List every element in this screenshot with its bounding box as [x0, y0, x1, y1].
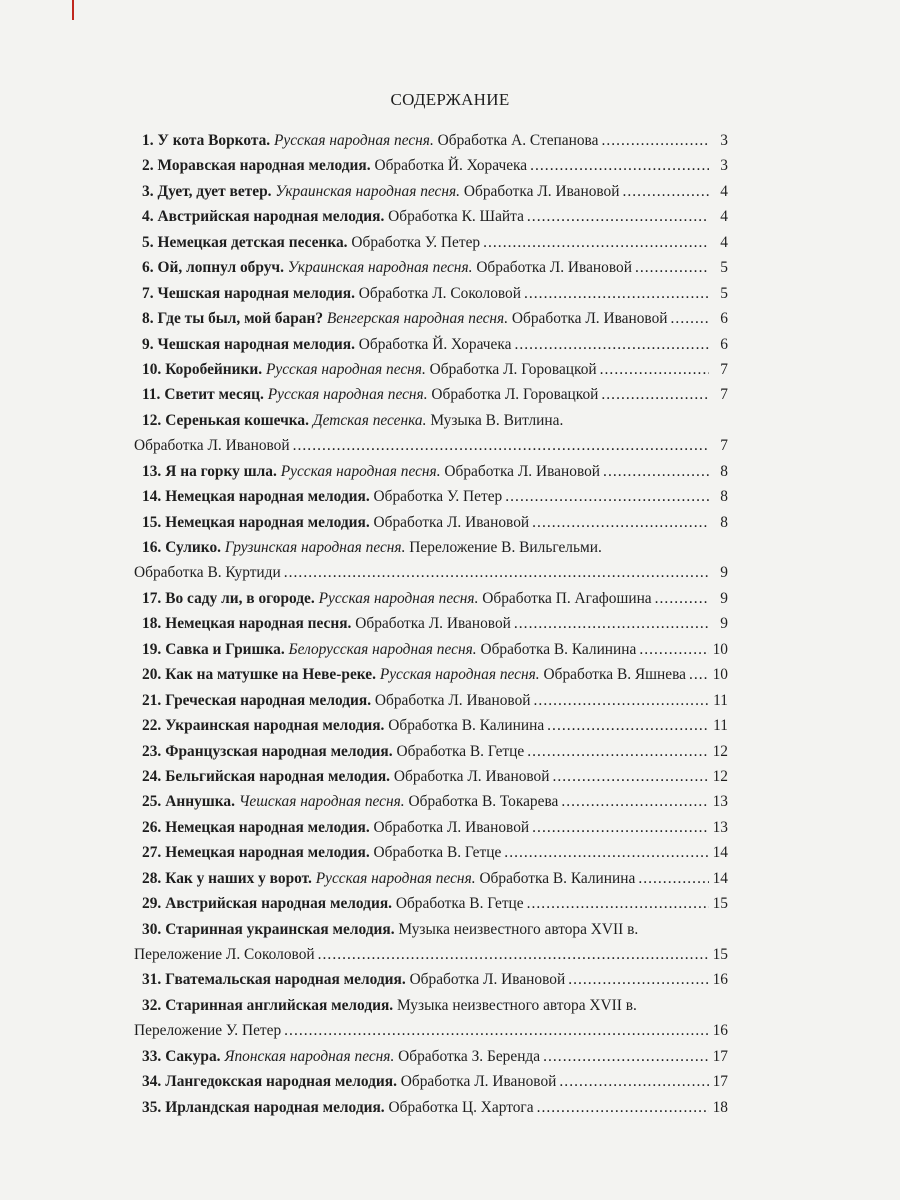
entry-title: Немецкая народная мелодия. [165, 818, 370, 836]
toc-line [138, 535, 728, 560]
toc-entry [138, 459, 728, 484]
toc-line [138, 230, 728, 255]
dot-leader [671, 306, 709, 331]
entry-title: Немецкая народная мелодия. [165, 844, 370, 862]
toc-line-continuation [134, 433, 728, 458]
entry-arranger: Обработка В. Гетце [395, 895, 524, 913]
entry-arranger-continued: Переложение У. Петер [134, 1022, 282, 1040]
toc-line-continuation [134, 1018, 728, 1043]
entry-title: Ой, лопнул обруч. [157, 259, 284, 277]
entry-arranger: Обработка Л. Ивановой [476, 259, 632, 277]
toc-entry [134, 993, 728, 1044]
toc-entry [138, 179, 728, 204]
entry-arranger-continued: Переложение Л. Соколовой [134, 946, 315, 963]
entry-title: Чешская народная мелодия. [157, 335, 355, 353]
dot-leader [543, 1044, 709, 1069]
entry-origin: Белорусская народная песня. [288, 640, 477, 658]
toc-line [138, 382, 728, 407]
toc-line [138, 637, 728, 662]
page-number: 13 [712, 793, 728, 811]
page-number: 9 [720, 615, 728, 633]
entry-arranger: Обработка А. Степанова [437, 132, 599, 149]
entry-origin: Русская народная песня. [265, 360, 426, 378]
entry-arranger: Обработка В. Калинина [388, 717, 545, 735]
entry-title: Сакура. [165, 1047, 221, 1065]
page-title: СОДЕРЖАНИЕ [390, 90, 510, 109]
page-number: 11 [713, 691, 728, 709]
page-number: 10 [712, 666, 728, 684]
page-number: 5 [720, 284, 728, 302]
entry-arranger: Обработка Л. Горовацкой [429, 360, 597, 378]
toc-line [138, 917, 728, 942]
table-of-contents [134, 128, 728, 1120]
dot-leader [514, 332, 709, 357]
toc-entry [138, 637, 728, 662]
toc-entry [138, 866, 728, 891]
entry-number: 9. [142, 335, 154, 353]
page-number: 7 [720, 360, 728, 378]
toc-entry [138, 1069, 728, 1094]
entry-number: 6. [142, 259, 154, 277]
entry-number: 15. [142, 513, 162, 531]
entry-arranger: Обработка Л. Ивановой [400, 1073, 557, 1091]
toc-line [138, 484, 728, 509]
toc-line [138, 332, 728, 357]
page-number: 6 [720, 310, 728, 328]
toc-entry [138, 153, 728, 178]
toc-entry [138, 891, 728, 916]
entry-arranger: Обработка В. Калинина [480, 640, 637, 658]
toc-entry [138, 281, 728, 306]
entry-title: Дует, дует ветер. [157, 182, 272, 200]
dot-leader [547, 713, 709, 738]
entry-arranger: Обработка В. Гетце [396, 742, 525, 760]
toc-entry [138, 611, 728, 636]
entry-arranger: Обработка Л. Ивановой [355, 615, 511, 633]
dot-leader [534, 688, 709, 713]
toc-entry [138, 789, 728, 814]
toc-entry [134, 535, 728, 586]
page-number: 15 [712, 895, 728, 913]
toc-entry [138, 1044, 728, 1069]
toc-entry [138, 484, 728, 509]
page-number: 16 [712, 1022, 728, 1040]
entry-title: У кота Воркота. [157, 132, 271, 149]
toc-line [138, 306, 728, 331]
toc-entry [138, 357, 728, 382]
entry-title: Немецкая народная мелодия. [165, 513, 370, 531]
toc-line [138, 662, 728, 687]
page-number: 8 [720, 462, 728, 480]
entry-number: 18. [142, 615, 162, 633]
entry-number: 25. [142, 793, 162, 811]
toc-line [138, 739, 728, 764]
toc-entry [138, 713, 728, 738]
toc-line [138, 993, 728, 1018]
entry-arranger: Обработка З. Беренда [398, 1047, 541, 1065]
toc-line [138, 866, 728, 891]
toc-line [138, 408, 728, 433]
entry-arranger: Музыка неизвестного автора XVII в. [398, 920, 639, 938]
toc-line [138, 255, 728, 280]
entry-origin: Японская народная песня. [224, 1047, 395, 1065]
entry-arranger: Обработка Й. Хорачека [358, 335, 512, 353]
dot-leader [601, 382, 709, 407]
entry-arranger: Музыка В. Витлина. [430, 411, 564, 429]
entry-origin: Украинская народная песня. [275, 182, 461, 200]
toc-entry [138, 382, 728, 407]
page-number: 18 [712, 1098, 728, 1116]
entry-number: 22. [142, 717, 162, 735]
dot-leader [532, 510, 709, 535]
dot-leader [603, 459, 709, 484]
entry-number: 14. [142, 488, 162, 506]
toc-entry [138, 764, 728, 789]
entry-origin: Детская песенка. [312, 411, 427, 429]
toc-entry [134, 917, 728, 968]
page-number: 12 [712, 767, 728, 785]
entry-number: 26. [142, 818, 162, 836]
dot-leader [561, 789, 709, 814]
entry-title: Светит месяц. [164, 386, 264, 404]
dot-leader [559, 1069, 709, 1094]
toc-line [138, 128, 728, 153]
entry-arranger: Обработка В. Калинина [479, 869, 636, 887]
toc-line [138, 840, 728, 865]
dot-leader [639, 637, 709, 662]
entry-title: Я на горку шла. [165, 462, 277, 480]
toc-entry [138, 840, 728, 865]
entry-title: Немецкая народная песня. [165, 615, 352, 633]
dot-leader [524, 281, 709, 306]
dot-leader [638, 866, 709, 891]
toc-entry [138, 688, 728, 713]
entry-title: Моравская народная мелодия. [157, 157, 371, 175]
entry-title: Во саду ли, в огороде. [165, 589, 315, 607]
entry-origin: Русская народная песня. [280, 462, 441, 480]
entry-arranger: Обработка В. Яшнева [543, 666, 686, 684]
page-number: 3 [720, 157, 728, 175]
entry-title: Коробейники. [165, 360, 263, 378]
dot-leader [635, 255, 709, 280]
entry-title: Аннушка. [165, 793, 235, 811]
page-number: 4 [720, 208, 728, 226]
page-number: 8 [720, 513, 728, 531]
dot-leader [284, 560, 709, 585]
entry-arranger: Обработка Л. Соколовой [358, 284, 521, 302]
entry-title: Серенькая кошечка. [165, 411, 309, 429]
entry-number: 5. [142, 233, 154, 251]
toc-entry [138, 128, 728, 153]
entry-title: Лангедокская народная мелодия. [165, 1073, 397, 1091]
entry-arranger: Обработка Ц. Хартога [388, 1098, 534, 1116]
toc-line [138, 789, 728, 814]
entry-title: Гватемальская народная мелодия. [165, 971, 406, 989]
toc-entry [138, 967, 728, 992]
entry-origin: Русская народная песня. [267, 386, 428, 404]
page-number: 13 [712, 818, 728, 836]
toc-entry [138, 815, 728, 840]
entry-origin: Грузинская народная песня. [224, 539, 406, 556]
dot-leader [527, 204, 709, 229]
entry-arranger-continued: Обработка В. Куртиди [134, 564, 281, 582]
page-number: 14 [712, 844, 728, 862]
entry-arranger: Обработка Л. Ивановой [393, 767, 550, 785]
page-number: 5 [720, 259, 728, 277]
dot-leader [284, 1018, 709, 1043]
page-number: 9 [720, 589, 728, 607]
toc-entry [138, 306, 728, 331]
entry-number: 12. [142, 411, 162, 429]
entry-number: 4. [142, 208, 154, 226]
toc-line [138, 764, 728, 789]
entry-arranger: Обработка Л. Ивановой [409, 971, 566, 989]
toc-entry [138, 510, 728, 535]
entry-title: Ирландская народная мелодия. [165, 1098, 385, 1116]
page-number: 9 [720, 564, 728, 582]
entry-title: Австрийская народная мелодия. [157, 208, 385, 226]
dot-leader [530, 153, 709, 178]
entry-arranger: Обработка Л. Горовацкой [431, 386, 599, 404]
entry-number: 8. [142, 310, 154, 328]
entry-origin: Русская народная песня. [379, 666, 540, 684]
toc-entry [138, 255, 728, 280]
entry-number: 1. [142, 132, 154, 149]
entry-number: 7. [142, 284, 154, 302]
toc-line [138, 891, 728, 916]
entry-title: Украинская народная мелодия. [165, 717, 385, 735]
entry-title: Чешская народная мелодия. [157, 284, 355, 302]
entry-arranger: Обработка Л. Ивановой [373, 818, 530, 836]
page-number: 15 [712, 946, 728, 963]
entry-title: Как на матушке на Неве-реке. [165, 666, 376, 684]
toc-line [138, 586, 728, 611]
toc-line [138, 357, 728, 382]
entry-origin: Русская народная песня. [273, 132, 434, 149]
dot-leader [527, 739, 709, 764]
toc-entry [138, 204, 728, 229]
entry-title: Французская народная мелодия. [165, 742, 393, 760]
entry-arranger: Обработка Й. Хорачека [374, 157, 528, 175]
entry-number: 10. [142, 360, 162, 378]
toc-line [138, 611, 728, 636]
entry-number: 2. [142, 157, 154, 175]
entry-title: Австрийская народная мелодия. [165, 895, 392, 913]
page-number: 6 [720, 335, 728, 353]
dot-leader [601, 128, 709, 153]
entry-number: 34. [142, 1073, 162, 1091]
dot-leader [505, 484, 709, 509]
dot-leader [623, 179, 710, 204]
page-number: 4 [720, 233, 728, 251]
page-number: 10 [712, 640, 728, 658]
toc-line [138, 281, 728, 306]
entry-arranger: Обработка Л. Ивановой [511, 310, 668, 328]
toc-entry [138, 230, 728, 255]
entry-number: 21. [142, 691, 162, 709]
entry-arranger: Обработка Л. Ивановой [444, 462, 601, 480]
entry-arranger-continued: Обработка Л. Ивановой [134, 437, 290, 455]
toc-entry [138, 586, 728, 611]
page-number: 12 [712, 742, 728, 760]
entry-number: 13. [142, 462, 162, 480]
dot-leader [600, 357, 709, 382]
page-number: 7 [720, 437, 728, 455]
entry-title: Где ты был, мой баран? [157, 310, 324, 328]
entry-title: Греческая народная мелодия. [165, 691, 372, 709]
dot-leader [293, 433, 709, 458]
dot-leader [532, 815, 709, 840]
dot-leader [568, 967, 709, 992]
toc-line [138, 459, 728, 484]
entry-arranger: Обработка Л. Ивановой [463, 182, 620, 200]
entry-arranger: Переложение В. Вильгельми. [409, 539, 602, 556]
entry-number: 32. [142, 996, 162, 1014]
entry-number: 3. [142, 182, 154, 200]
page-edge-mark [72, 0, 74, 20]
page-number: 17 [712, 1073, 728, 1091]
entry-number: 11. [142, 386, 161, 404]
entry-title: Старинная английская мелодия. [165, 996, 394, 1014]
dot-leader [514, 611, 709, 636]
entry-origin: Русская народная песня. [315, 869, 476, 887]
toc-line [138, 688, 728, 713]
entry-arranger: Обработка Л. Ивановой [374, 691, 531, 709]
entry-origin: Чешская народная песня. [238, 793, 405, 811]
toc-entry [138, 662, 728, 687]
toc-line [138, 179, 728, 204]
toc-line-continuation [134, 942, 728, 967]
entry-number: 30. [142, 920, 162, 938]
toc-line [138, 713, 728, 738]
toc-entry [134, 408, 728, 459]
entry-number: 29. [142, 895, 162, 913]
entry-title: Сулико. [165, 539, 222, 556]
toc-line [138, 967, 728, 992]
entry-number: 33. [142, 1047, 162, 1065]
toc-line [138, 1069, 728, 1094]
entry-arranger: Обработка П. Агафошина [482, 589, 652, 607]
entry-arranger: Обработка В. Гетце [373, 844, 502, 862]
toc-line [138, 153, 728, 178]
entry-number: 23. [142, 742, 162, 760]
entry-title: Савка и Гришка. [165, 640, 285, 658]
dot-leader [537, 1095, 709, 1120]
dot-leader [483, 230, 709, 255]
entry-title: Немецкая детская песенка. [157, 233, 348, 251]
entry-number: 19. [142, 640, 162, 658]
toc-line [138, 204, 728, 229]
entry-title: Старинная украинская мелодия. [165, 920, 395, 938]
page-number: 7 [720, 386, 728, 404]
dot-leader [527, 891, 709, 916]
entry-number: 20. [142, 666, 162, 684]
dot-leader [504, 840, 709, 865]
entry-number: 16. [142, 539, 162, 556]
toc-line [138, 1044, 728, 1069]
page-number: 8 [720, 488, 728, 506]
toc-entry [138, 739, 728, 764]
entry-arranger: Обработка В. Токарева [408, 793, 559, 811]
page-number: 11 [713, 717, 728, 735]
toc-line [138, 815, 728, 840]
entry-number: 17. [142, 589, 162, 607]
dot-leader [689, 662, 709, 687]
entry-title: Как у наших у ворот. [165, 869, 312, 887]
toc-line [138, 1095, 728, 1120]
entry-arranger: Обработка У. Петер [373, 488, 503, 506]
entry-number: 35. [142, 1098, 162, 1116]
entry-origin: Венгерская народная песня. [326, 310, 509, 328]
toc-line [138, 510, 728, 535]
entry-number: 24. [142, 767, 162, 785]
entry-title: Немецкая народная мелодия. [165, 488, 370, 506]
page-number: 4 [720, 182, 728, 200]
toc-line-continuation [134, 560, 728, 585]
entry-arranger: Музыка неизвестного автора XVII в. [397, 996, 637, 1014]
entry-arranger: Обработка К. Шайта [388, 208, 524, 226]
entry-number: 31. [142, 971, 162, 989]
page-number: 16 [712, 971, 728, 989]
entry-number: 28. [142, 869, 162, 887]
toc-entry [138, 332, 728, 357]
entry-arranger: Обработка У. Петер [351, 233, 481, 251]
page-number: 3 [720, 132, 728, 149]
dot-leader [655, 586, 709, 611]
entry-title: Бельгийская народная мелодия. [165, 767, 391, 785]
toc-entry [138, 1095, 728, 1120]
entry-arranger: Обработка Л. Ивановой [373, 513, 530, 531]
page-number: 14 [712, 869, 728, 887]
entry-origin: Украинская народная песня. [287, 259, 473, 277]
entry-origin: Русская народная песня. [318, 589, 479, 607]
entry-number: 27. [142, 844, 162, 862]
dot-leader [318, 942, 709, 967]
page-number: 17 [712, 1047, 728, 1065]
dot-leader [553, 764, 710, 789]
